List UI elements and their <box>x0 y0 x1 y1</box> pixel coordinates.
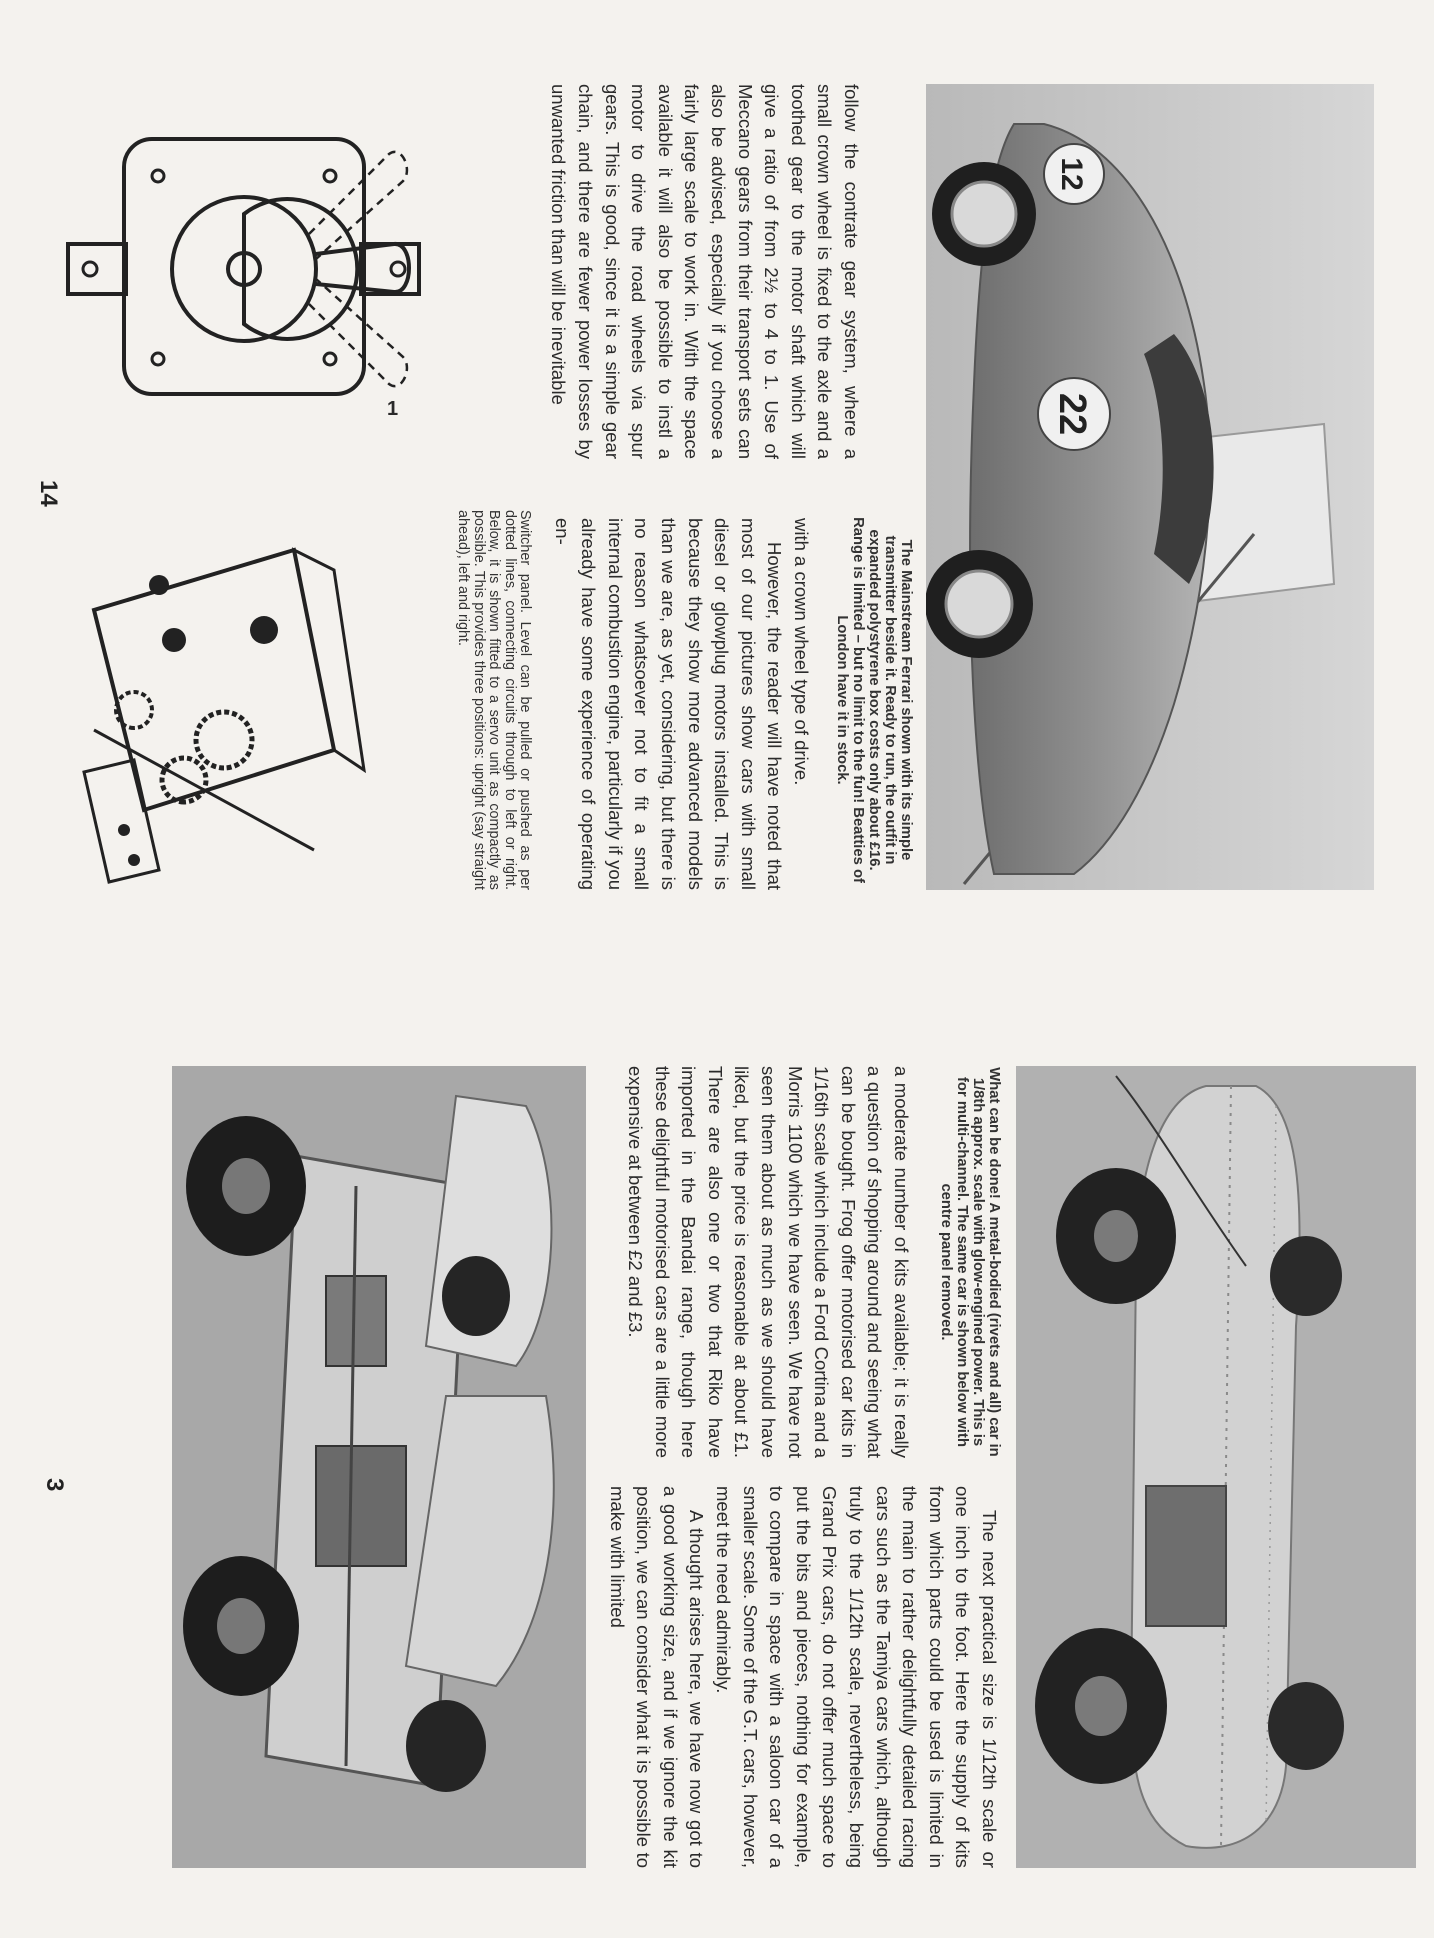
switcher-panel-diagram <box>54 84 434 444</box>
left-page-paragraph: follow the contrate gear system, where a small crown wheel is fixed to the axle and a toothed gear to the motor shaft which will give a ratio of from 2½ to 4 to 1. Use of Meccano gears from their transport sets can also be advised, especially if you choose a fairly large scale to work in. With the space available it will also be possible to instl a motor to drive the road wheels via spur gears. This is good, since it is a simple gear chain, and there are fewer power losses by unwanted friction than will be inevitable <box>548 84 862 459</box>
ferrari-photo <box>926 84 1374 890</box>
ferrari-photo-caption: The Mainstream Ferrari shown with its simple transmitter beside it. Ready to run, the outfit in expanded polystyrene box costs only about £16. Range is limited – but no limit to the fun! Beatties of London have it in stock. <box>834 517 914 883</box>
right-page-middle-column <box>621 1066 914 1458</box>
column2-paragraph-2: However, the reader will have noted that most of our pictures show cars with small diesel or glowplug motors installed. This is because they show more advanced models than we are, as yet, considering, but there is no reason whatsoever not to fit a small internal combustion engine, particularly if you already have some experience of operating en- <box>551 518 786 890</box>
left-page-column-2 <box>548 518 814 890</box>
car-number-12: 12 <box>1055 157 1088 191</box>
chassis-photo <box>172 1066 586 1868</box>
middle-column-paragraph: a moderate number of kits available; it is really a question of shopping around and seeing what can be bought. Frog offer motorised car kits in 1/16th scale which include a Ford Cortina and a Morris 1100 which we have seen. We have not seen them about as much as we should have liked, but the price is reasonable at about £1. There are also one or two that Riko have imported in the Bandai range, though here these delightful motorised cars are a little more expensive at between £2 and £3. <box>625 1066 912 1458</box>
right-column-paragraph-1: The next practical size is 1/12th scale or one inch to the foot. Here the supply of kits from which parts could be used is limited in the main to rather delightfully detailed racing cars such as the Tamiya cars which, although truly to the 1/12th scale, nevertheless, being Grand Prix cars, do not offer much space to put the bits and pieces, nothing for example, to compare in space with a saloon car of a smaller scale. Some of the G.T. cars, however, meet the need admirably. <box>713 1486 1000 1868</box>
car-number-22: 22 <box>1051 392 1093 436</box>
page-number-left: 14 <box>35 480 62 507</box>
diagram-mark: 1 <box>386 398 399 421</box>
page-number-right: 3 <box>41 1478 68 1492</box>
right-column-paragraph-2: A thought arises here, we have now got to a good working size, and if we ignore the kit position, we can consider what it is possible to make with limited <box>606 1486 708 1868</box>
switcher-panel-caption: Switcher panel. Level can be pulled or pushed as per dotted lines, connecting circuits through to left or right. Below, it is shown fitted to a servo unit as compactly as possible. This provides three positions: upright (say straight ahead), left and right. <box>455 510 533 890</box>
right-page-right-column <box>603 1486 1002 1868</box>
left-page-column-1 <box>545 84 864 459</box>
metal-car-photo <box>1016 1066 1416 1868</box>
servo-diagram <box>44 510 374 890</box>
column2-paragraph-1: with a crown wheel type of drive. <box>791 518 812 786</box>
metal-car-caption: What can be done! A metal-bodied (rivets and all) car in 1/8th approx. scale with glow-engined power. This is for multi-channel. The same car is shown below with centre panel removed. <box>938 1067 1002 1457</box>
